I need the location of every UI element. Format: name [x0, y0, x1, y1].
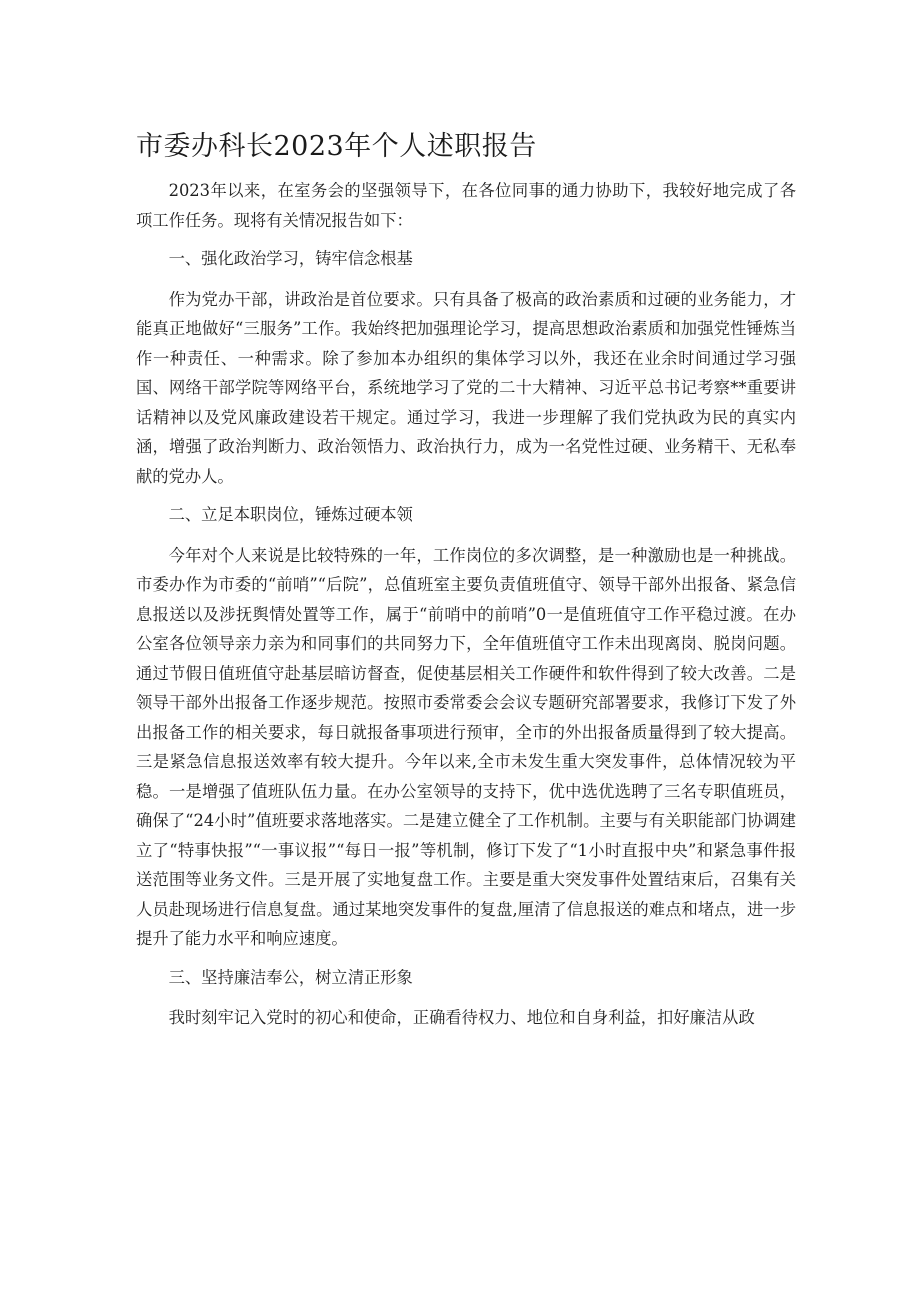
document-body: [136, 176, 796, 1042]
document-title: 市委办科长2023年个人述职报告: [136, 131, 537, 162]
intro-paragraph: 2023年以来，在室务会的坚强领导下，在各位同事的通力协助下，我较好地完成了各项工作任务。现将有关情况报告如下：: [136, 181, 796, 230]
section-2-heading: 二、立足本职岗位，锤炼过硬本领: [168, 505, 413, 524]
section-1-paragraph: 作为党办干部，讲政治是首位要求。只有具备了极高的政治素质和过硬的业务能力，才能真正地做好“三服务”工作。我始终把加强理论学习，提高思想政治素质和加强党性锤炼当作一种责任、一种需求。除了参加本办组织的集体学习以外，我还在业余时间通过学习强国、网络干部学院等网络平台，系统地学习了党的二十大精神、习近平总书记考察**重要讲话精神以及党风廉政建设若干规定。通过学习，我进一步理解了我们党执政为民的真实内涵，增强了政治判断力、政治领悟力、政治执行力，成为一名党性过硬、业务精干、无私奉献的党办人。: [136, 289, 796, 486]
section-1-heading: 一、强化政治学习，铸牢信念根基: [168, 249, 413, 268]
section-3-heading: 三、坚持廉洁奉公，树立清正形象: [168, 967, 413, 987]
section-3-paragraph: 我时刻牢记入党时的初心和使命，正确看待权力、地位和自身利益，扣好廉洁从政: [168, 1008, 755, 1027]
section-2-paragraph: 今年对个人来说是比较特殊的一年，工作岗位的多次调整，是一种激励也是一种挑战。市委办作为市委的“前哨”“后院”，总值班室主要负责值班值守、领导干部外出报备、紧急信息报送以及涉抚舆情处置等工作，属于“前哨中的前哨”0一是值班值守工作平稳过渡。在办公室各位领导亲力亲为和同事们的共同努力下，全年值班值守工作未出现离岗、脱岗问题。通过节假日值班值守赴基层暗访督查，促使基层相关工作硬件和软件得到了较大改善。二是领导干部外出报备工作逐步规范。按照市委常委会会议专题研究部署要求，我修订下发了外出报备工作的相关要求，每日就报备事项进行预审，全市的外出报备质量得到了较大提高。三是紧急信息报送效率有较大提升。今年以来,全市未发生重大突发事件，总体情况较为平稳。一是增强了值班队伍力量。在办公室领导的支持下，优中选优选聘了三名专职值班员，确保了“24小时”值班要求落地落实。二是建立健全了工作机制。主要与有关职能部门协调建立了“特事快报”“一事议报”“每日一报”等机制，修订下发了“1小时直报中央”和紧急事件报送范围等业务文件。三是开展了实地复盘工作。主要是重大突发事件处置结束后，召集有关人员赴现场进行信息复盘。通过某地突发事件的复盘,厘清了信息报送的难点和堵点，进一步提升了能力水平和响应速度。: [136, 545, 796, 948]
